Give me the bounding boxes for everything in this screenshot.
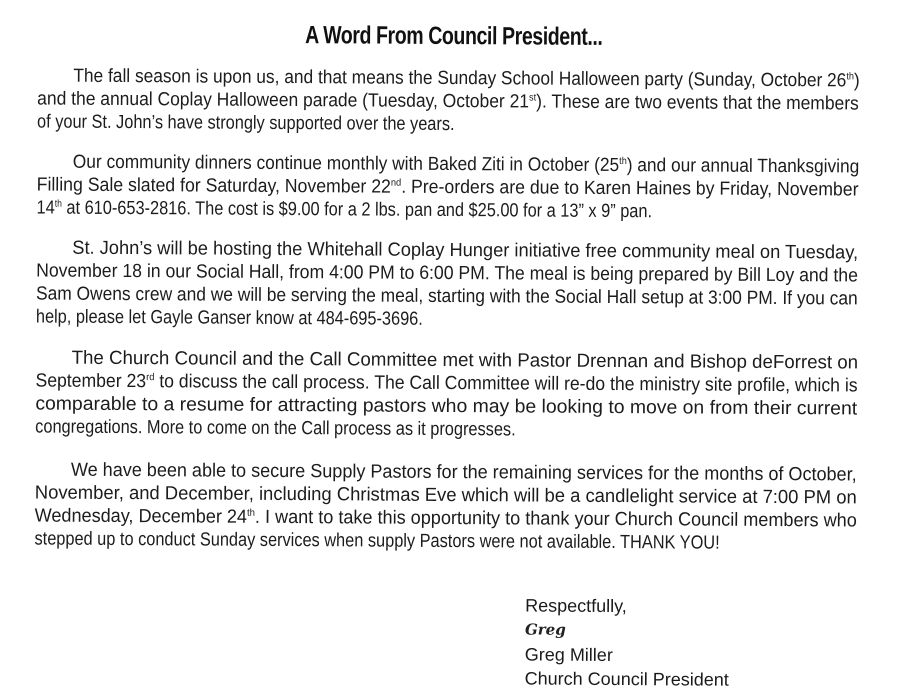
line-text: and the annual Coplay Halloween parade (Tuesday, October 21 — [37, 88, 530, 113]
line-text: Our community dinners continue monthly with Baked Ziti in October (25 — [72, 151, 620, 177]
line-text: The fall season is upon us, and that means the Sunday School Halloween party (Sunday, October 26 — [73, 65, 847, 92]
paragraph-4-line — [35, 416, 857, 443]
line-text: ). These are two events that the members — [536, 91, 859, 115]
line-text: . I want to take this opportunity to thank your Church Council members who — [254, 506, 857, 532]
line-text: September 23 — [35, 370, 147, 393]
line-text: help, please let Gayle Ganser know at 484-695-3696. — [35, 306, 423, 330]
paragraph-2-line — [36, 197, 858, 224]
closing-salutation: Respectfully, — [525, 595, 627, 617]
line-text: Filling Sale slated for Saturday, November 22 — [36, 174, 391, 198]
line-text: ) — [853, 70, 860, 92]
line-text: . Pre-orders are due to Karen Haines by Friday, November — [401, 176, 859, 201]
paragraph-3-line — [36, 306, 858, 333]
ordinal-suffix: th — [54, 198, 62, 210]
line-text: The Church Council and the Call Committee met with Pastor Drennan and Bishop deForrest on — [71, 347, 859, 374]
line-text: comparable to a resume for attracting pastors who may be looking to move on from their current — [35, 393, 858, 420]
ordinal-suffix: nd — [390, 177, 402, 189]
line-text: November, and December, including Christmas Eve which will be a candlelight service at 7:00 PM on — [34, 482, 857, 509]
ordinal-suffix: st — [529, 92, 537, 104]
ordinal-suffix: th — [619, 156, 627, 168]
signer-name: Greg Miller — [524, 644, 613, 666]
line-text: congregations. More to come on the Call process as it progresses. — [35, 416, 516, 441]
ordinal-suffix: rd — [146, 372, 155, 384]
line-text: of your St. John’s have strongly supported over the years. — [37, 111, 455, 136]
paragraph-1-line — [37, 111, 859, 138]
ordinal-suffix: th — [846, 71, 855, 83]
ordinal-suffix: th — [247, 507, 256, 519]
line-text: St. John’s will be hosting the Whitehall Coplay Hunger initiative free community meal on Tuesday, — [72, 237, 859, 264]
paragraph-5-line — [34, 528, 856, 555]
line-text: 14 — [36, 197, 55, 219]
line-text: Wednesday, December 24 — [34, 505, 248, 528]
line-text: ) and our annual Thanksgiving — [626, 155, 860, 178]
handwritten-signature: Greg — [524, 620, 566, 639]
line-text: We have been able to secure Supply Pastors for the remaining services for the months of October, — [70, 459, 857, 486]
page-title: A Word From Council President... — [305, 21, 603, 51]
line-text: stepped up to conduct Sunday services when supply Pastors were not available. THANK YOU! — [34, 528, 720, 554]
line-text: Sam Owens crew and we will be serving the meal, starting with the Social Hall setup at 3:00 PM. If you can — [35, 283, 858, 310]
line-text: at 610-653-2816. The cost is $9.00 for a 2 lbs. pan and $25.00 for a 13” x 9” pan. — [61, 197, 653, 223]
line-text: November 18 in our Social Hall, from 4:00 PM to 6:00 PM. The meal is being prepared by Bill Loy and the — [36, 260, 858, 287]
line-text: to discuss the call process. The Call Committee will re-do the ministry site profile, which is — [154, 371, 858, 397]
signer-role: Church Council President — [524, 668, 729, 690]
